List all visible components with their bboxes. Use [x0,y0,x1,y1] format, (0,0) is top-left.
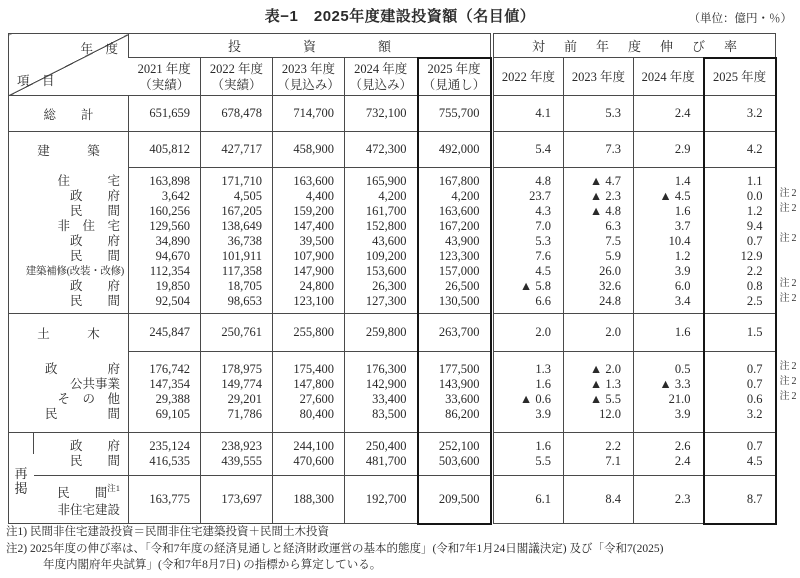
growth-value: 2.4 [634,454,704,476]
investment-value: 160,256 [129,204,201,219]
investment-value: 123,300 [418,249,491,264]
growth-value: 5.9 [564,249,634,264]
diagonal-header-cell [9,34,129,96]
investment-value: 80,400 [273,407,345,433]
investment-value: 129,560 [129,219,201,234]
footnote-2-line2: 年度内閣府年央試算」(令和7年8月7日) の指標から算定している。 [43,559,382,571]
investment-value: 123,100 [273,294,345,314]
growth-value: 2.4 [634,96,704,132]
footnotes [6,524,798,574]
growth-value: 9.4 [704,219,776,234]
growth-value: 4.1 [494,96,564,132]
investment-value: 26,300 [345,279,418,294]
growth-value: 6.1 [494,476,564,524]
growth-value: 4.8 [494,168,564,190]
investment-value: 147,400 [273,219,345,234]
col-year: 2024 年度 [354,61,408,76]
row-label: 民 間 [69,294,120,308]
growth-value: 3.7 [634,219,704,234]
axis-item-label: 項 目 [17,74,55,88]
investment-amount-table [8,33,492,525]
investment-value: 178,975 [201,352,273,378]
investment-value: 235,124 [129,433,201,455]
growth-col-2023: 2023 年度 [564,58,634,96]
growth-value: 4.5 [535,264,551,278]
margin-note: 注2 [779,292,799,304]
col-year: 2022 年度 [209,61,264,76]
investment-value: 250,400 [345,433,418,455]
growth-value: 7.6 [535,249,551,263]
growth-value: 1.6 [535,377,551,391]
investment-value: 175,400 [273,352,345,378]
growth-value: 8.4 [564,476,634,524]
investment-value: 157,000 [418,264,491,279]
investment-value: 147,354 [129,377,201,392]
growth-value: 0.7 [704,234,776,249]
growth-value: 7.5 [564,234,634,249]
row-label: 建築補修(改装・改修) [25,266,124,277]
investment-value: 244,100 [273,433,345,455]
footnote-2 [6,541,798,574]
investment-value: 192,700 [345,476,418,524]
investment-value: 92,504 [129,294,201,314]
growth-value: 1.3 [494,352,564,378]
row-label: 公共事業 [69,377,120,391]
investment-value: 470,600 [273,454,345,476]
growth-value: 5.4 [494,132,564,168]
row-label: そ の 他 [57,392,120,406]
growth-value: 5.3 [535,234,551,248]
row-label: 民 間 [69,454,120,468]
investment-value: 4,505 [201,189,273,204]
growth-value: 5.5 [535,454,551,468]
row-label: 政 府 [69,279,120,293]
col-year: 2023 年度 [281,61,336,76]
investment-value: 127,300 [345,294,418,314]
investment-value: 152,800 [345,219,418,234]
investment-value: 71,786 [201,407,273,433]
growth-value: 26.0 [564,264,634,279]
growth-value: 10.4 [634,234,704,249]
investment-value: 26,500 [418,279,491,294]
growth-col-2022: 2022 年度 [494,58,564,96]
growth-value: 1.6 [494,433,564,455]
growth-value: 2.6 [634,433,704,455]
growth-value: 1.4 [634,168,704,190]
investment-value: 163,775 [129,476,201,524]
growth-value: 0.7 [704,352,776,378]
investment-value: 176,300 [345,352,418,378]
investment-value: 36,738 [201,234,273,249]
growth-value: 2.5 [704,294,776,314]
growth-value: 3.4 [634,294,704,314]
growth-value: ▲ 2.0 [564,352,634,378]
investment-value: 163,898 [129,168,201,190]
row-label: 民 間 [69,249,120,263]
growth-value: 1.6 [634,204,704,219]
growth-value: 3.9 [634,264,704,279]
col-year: 2021 年度 [137,61,191,76]
growth-value: 12.0 [564,407,634,433]
growth-value: 1.2 [634,249,704,264]
investment-value: 147,900 [273,264,345,279]
investment-value: 117,358 [201,264,273,279]
investment-value: 171,710 [201,168,273,190]
investment-value: 167,200 [418,219,491,234]
col-header-2022 [201,58,273,96]
investment-value: 101,911 [201,249,273,264]
margin-note: 注2 [779,277,799,289]
row-label: 住 宅 [57,173,120,188]
col-status: （実績） [139,77,190,92]
investment-value: 18,705 [201,279,273,294]
growth-value: ▲ 4.7 [564,168,634,190]
growth-col-2025: 2025 年度 [704,58,776,96]
investment-value: 112,354 [129,264,201,279]
growth-col-2024: 2024 年度 [634,58,704,96]
growth-value: 21.0 [634,392,704,407]
growth-value: 7.0 [535,219,551,233]
growth-value: 2.2 [564,433,634,455]
investment-value: 503,600 [418,454,491,476]
investment-value: 167,800 [418,168,491,190]
investment-value: 143,900 [418,377,491,392]
growth-value: 4.5 [704,454,776,476]
row-label: 政 府 [44,361,120,376]
col-status: （実績） [211,77,262,92]
investment-value: 107,900 [273,249,345,264]
growth-value: 2.3 [634,476,704,524]
investment-value: 250,761 [201,314,273,352]
growth-value: 3.2 [704,407,776,433]
row-label: 民 間 [69,204,120,218]
row-label: 民 間 [44,407,120,421]
investment-value: 732,100 [345,96,418,132]
investment-value: 29,388 [129,392,201,407]
row-label: 政 府 [69,189,120,203]
margin-note: 注2 [779,187,799,199]
row-label: 政 府 [34,433,129,455]
page-title: 表−1 2025年度建設投資額（名目値） [264,8,536,25]
investment-value: 69,105 [129,407,201,433]
growth-value: 0.8 [704,279,776,294]
margin-note: 注2 [779,390,799,402]
investment-value: 651,659 [129,96,201,132]
growth-value: 4.2 [704,132,776,168]
growth-value: 12.9 [704,249,776,264]
growth-value: 3.9 [634,407,704,433]
col-header-2024 [345,58,418,96]
investment-value: 238,923 [201,433,273,455]
row-label: 土 木 [9,314,129,352]
growth-value: ▲ 3.3 [634,377,704,392]
margin-note: 注2 [779,360,799,372]
growth-value: 6.6 [535,294,551,308]
investment-value: 678,478 [201,96,273,132]
row-label: 非 住 宅 [57,219,120,233]
investment-value: 98,653 [201,294,273,314]
investment-value: 34,890 [129,234,201,249]
growth-value: 0.0 [704,189,776,204]
investment-value: 86,200 [418,407,491,433]
investment-value: 177,500 [418,352,491,378]
footnote-1: 注1) 民間非住宅建設投資＝民間非住宅建築投資＋民間土木投資 [6,526,329,538]
investment-value: 405,812 [129,132,201,168]
growth-value: ▲ 5.5 [564,392,634,407]
growth-value: 2.2 [704,264,776,279]
row-label-text: 民 間 [57,485,108,500]
investment-value: 472,300 [345,132,418,168]
growth-value: 6.0 [634,279,704,294]
investment-value: 4,400 [273,189,345,204]
growth-rate-table [493,33,777,525]
investment-value: 263,700 [418,314,491,352]
growth-value: ▲ 1.3 [564,377,634,392]
investment-value: 427,717 [201,132,273,168]
growth-value: 7.3 [564,132,634,168]
investment-value: 29,201 [201,392,273,407]
growth-value: 0.5 [634,352,704,378]
investment-value: 259,800 [345,314,418,352]
investment-value: 153,600 [345,264,418,279]
investment-value: 94,670 [129,249,201,264]
investment-value: 167,205 [201,204,273,219]
growth-title: 対前年度伸び率 [532,38,757,54]
row-label-line2: 非住宅建設 [57,502,120,517]
axis-year-label: 年 度 [80,42,118,56]
growth-value: 2.0 [564,314,634,352]
growth-value: 6.3 [564,219,634,234]
investment-value: 492,000 [418,132,491,168]
growth-value: ▲ 5.8 [519,279,551,293]
investment-value: 165,900 [345,168,418,190]
investment-value: 163,600 [418,204,491,219]
growth-value: 0.7 [704,377,776,392]
investment-value: 4,200 [418,189,491,204]
growth-value: 0.7 [704,433,776,455]
growth-value: 32.6 [564,279,634,294]
investment-value: 24,800 [273,279,345,294]
investment-value: 416,535 [129,454,201,476]
investment-value: 458,900 [273,132,345,168]
investment-value: 109,200 [345,249,418,264]
growth-value: 0.6 [704,392,776,407]
row-label: 建 築 [9,132,129,168]
invest-title: 投資額 [129,34,491,58]
growth-value: 23.7 [529,189,551,203]
footnote-ref-sup: 注1 [107,483,120,494]
col-header-2025 [418,58,491,96]
investment-value: 755,700 [418,96,491,132]
investment-value: 27,600 [273,392,345,407]
investment-value: 33,600 [418,392,491,407]
investment-value: 43,600 [345,234,418,249]
investment-value: 439,555 [201,454,273,476]
col-year: 2025 年度 [427,61,481,76]
growth-value: 8.7 [704,476,776,524]
investment-value: 19,850 [129,279,201,294]
investment-value: 161,700 [345,204,418,219]
investment-value: 83,500 [345,407,418,433]
investment-value: 188,300 [273,476,345,524]
col-header-2023 [273,58,345,96]
investment-value: 147,800 [273,377,345,392]
rehei-label: 再掲 [9,433,34,524]
growth-value: 7.1 [564,454,634,476]
margin-note: 注2 [779,202,799,214]
investment-value: 4,200 [345,189,418,204]
growth-value: 3.9 [535,407,551,421]
growth-value: 3.2 [704,96,776,132]
investment-value: 163,600 [273,168,345,190]
col-status: （見込み） [349,77,412,92]
investment-value: 149,774 [201,377,273,392]
investment-value: 3,642 [129,189,201,204]
investment-value: 255,800 [273,314,345,352]
growth-value: ▲ 4.8 [564,204,634,219]
investment-value: 159,200 [273,204,345,219]
growth-value: 2.0 [494,314,564,352]
investment-value: 33,400 [345,392,418,407]
investment-value: 142,900 [345,377,418,392]
margin-note: 注2 [779,375,799,387]
investment-value: 714,700 [273,96,345,132]
growth-value: ▲ 2.3 [564,189,634,204]
growth-value: ▲ 0.6 [519,392,551,406]
investment-value: 252,100 [418,433,491,455]
unit-note: （単位：億円・％） [688,13,792,25]
col-status: （見通し） [422,77,486,92]
investment-value: 481,700 [345,454,418,476]
growth-value: 1.6 [634,314,704,352]
margin-note: 注2 [779,232,799,244]
growth-value: 1.1 [704,168,776,190]
row-label: 政 府 [69,234,120,248]
investment-value: 176,742 [129,352,201,378]
investment-value: 43,900 [418,234,491,249]
growth-value: 1.2 [704,204,776,219]
row-label: 総 計 [9,96,129,132]
growth-value: 5.3 [564,96,634,132]
investment-value: 173,697 [201,476,273,524]
col-status: （見込み） [277,77,340,92]
investment-value: 138,649 [201,219,273,234]
growth-value: 1.5 [704,314,776,352]
footnote-2-line1: 注2) 2025年度の伸び率は、「令和7年度の経済見通しと経済財政運営の基本的態度」(令和7年1月24日閣議決定) 及び「令和7(2025) [6,542,664,555]
row-label [34,476,129,524]
growth-value: ▲ 4.5 [634,189,704,204]
investment-value: 245,847 [129,314,201,352]
growth-value: 24.8 [564,294,634,314]
investment-value: 209,500 [418,476,491,524]
investment-value: 39,500 [273,234,345,249]
investment-value: 130,500 [418,294,491,314]
growth-value: 2.9 [634,132,704,168]
growth-value: 4.3 [535,204,551,218]
col-header-2021 [129,58,201,96]
